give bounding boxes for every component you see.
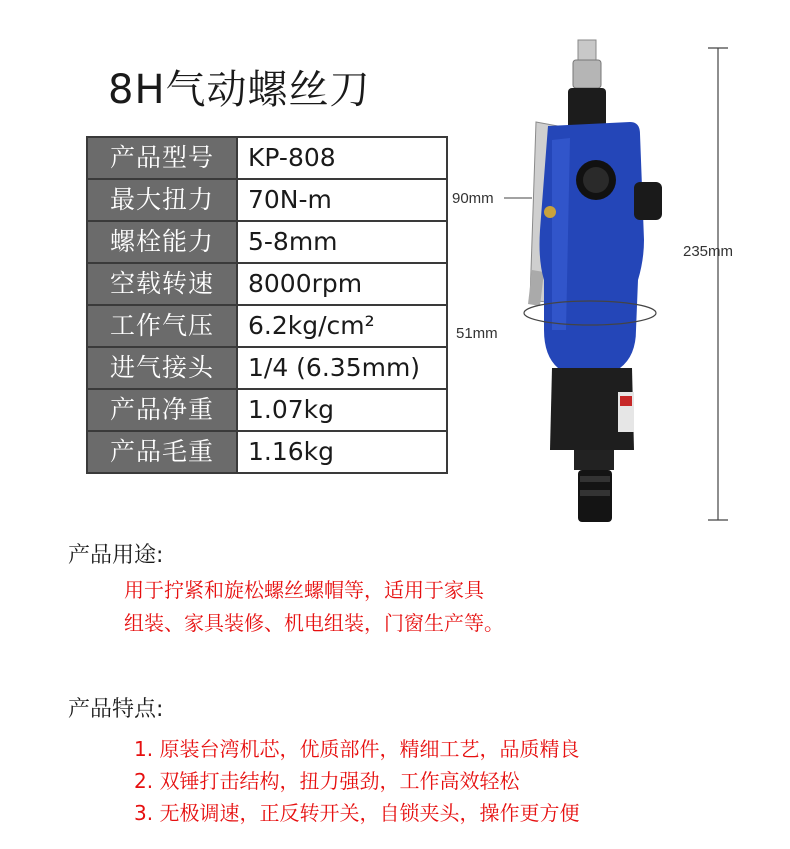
spec-label: 最大扭力 — [87, 179, 237, 221]
feature-line: 3. 无极调速，正反转开关，自锁夹头，操作更方便 — [134, 801, 580, 825]
spec-row — [87, 389, 447, 431]
spec-row — [87, 221, 447, 263]
spec-value: 5-8mm — [237, 221, 447, 263]
spec-row — [87, 431, 447, 473]
spec-value: 1.07kg — [237, 389, 447, 431]
spec-label: 空载转速 — [87, 263, 237, 305]
spec-table — [86, 136, 448, 474]
usage-line: 用于拧紧和旋松螺丝螺帽等，适用于家具 — [124, 578, 484, 602]
spec-value: 1/4 (6.35mm) — [237, 347, 447, 389]
spec-label: 进气接头 — [87, 347, 237, 389]
spec-label: 产品型号 — [87, 137, 237, 179]
feature-line: 2. 双锤打击结构，扭力强劲，工作高效轻松 — [134, 769, 520, 793]
spec-value: 8000rpm — [237, 263, 447, 305]
spec-value: 70N-m — [237, 179, 447, 221]
usage-line: 组装、家具装修、机电组装，门窗生产等。 — [124, 611, 504, 635]
spec-label: 产品净重 — [87, 389, 237, 431]
spec-value: 1.16kg — [237, 431, 447, 473]
spec-row — [87, 263, 447, 305]
product-title: 8H气动螺丝刀 — [108, 67, 371, 113]
features-heading: 产品特点: — [68, 697, 164, 722]
spec-label: 产品毛重 — [87, 431, 237, 473]
total-length-dimension-label: 235mm — [683, 243, 734, 260]
spec-row — [87, 347, 447, 389]
spec-label: 工作气压 — [87, 305, 237, 347]
spec-row — [87, 305, 447, 347]
grip-diameter-label: 51mm — [456, 325, 498, 342]
air-screwdriver-image — [440, 30, 780, 530]
spec-row — [87, 179, 447, 221]
feature-line: 1. 原装台湾机芯，优质部件，精细工艺，品质精良 — [134, 737, 580, 761]
spec-label: 螺栓能力 — [87, 221, 237, 263]
spec-row — [87, 137, 447, 179]
usage-heading: 产品用途: — [68, 543, 164, 568]
length-dimension-label: 90mm — [452, 190, 494, 207]
spec-value: 6.2kg/cm² — [237, 305, 447, 347]
spec-value: KP-808 — [237, 137, 447, 179]
